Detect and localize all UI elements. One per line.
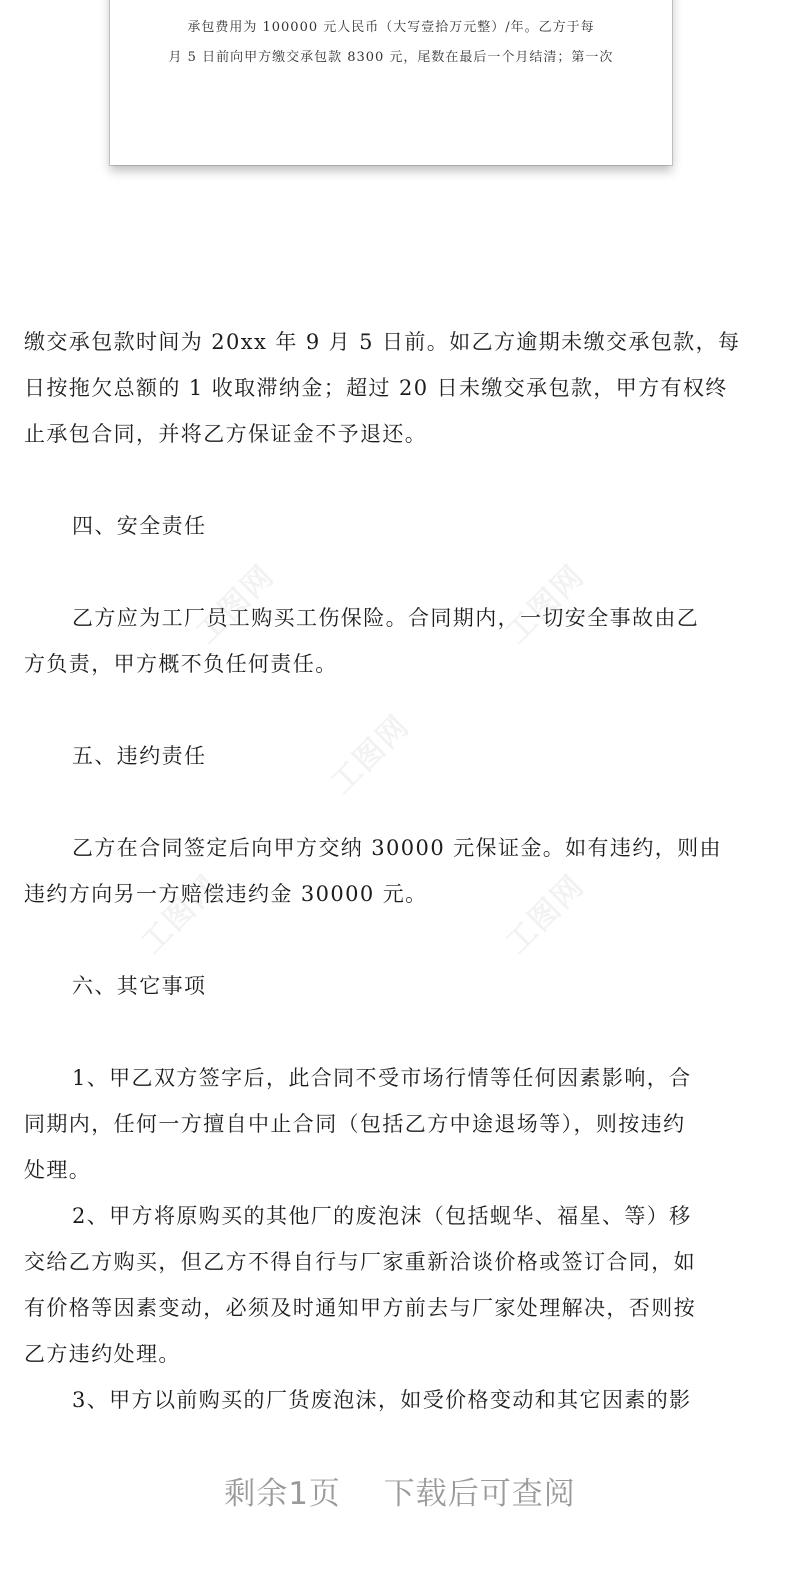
card-line-1: 承包费用为 100000 元人民币（大写壹拾万元整）/年。乙方于每 (187, 20, 595, 35)
paragraph-line: 处理。 (24, 1158, 92, 1182)
preview-page-card (110, 0, 672, 165)
paragraph-line: 日按拖欠总额的 1 收取滞纳金；超过 20 日未缴交承包款，甲方有权终 (24, 376, 728, 400)
paragraph-line: 乙方应为工厂员工购买工伤保险。合同期内，一切安全事故由乙 (72, 606, 700, 630)
paragraph-line: 方负责，甲方概不负任何责任。 (24, 652, 338, 676)
paragraph-line: 乙方在合同签定后向甲方交纳 30000 元保证金。如有违约，则由 (72, 836, 722, 860)
paragraph-line: 有价格等因素变动，必须及时通知甲方前去与厂家处理解决，否则按 (24, 1296, 696, 1320)
download-to-view-link[interactable]: 下载后可查阅 (383, 1476, 576, 1512)
remaining-pages-text: 剩余1页 (224, 1476, 341, 1512)
section-heading-safety: 四、安全责任 (72, 514, 207, 538)
watermark-logo: 工图网 (134, 868, 227, 961)
section-heading-breach: 五、违约责任 (72, 744, 207, 768)
watermark-logo: 工图网 (324, 708, 417, 801)
watermark-logo: 工图网 (189, 558, 282, 651)
paragraph-line: 3、甲方以前购买的厂货废泡沫，如受价格变动和其它因素的影 (72, 1388, 692, 1412)
paragraph-line: 止承包合同，并将乙方保证金不予退还。 (24, 422, 428, 446)
read-more-footer[interactable] (0, 1468, 800, 1513)
paragraph-line: 2、甲方将原购买的其他厂的废泡沫（包括蚬华、福星、等）移 (72, 1204, 692, 1228)
paragraph-line: 1、甲乙双方签字后，此合同不受市场行情等任何因素影响，合 (72, 1066, 692, 1090)
card-line-2: 月 5 日前向甲方缴交承包款 8300 元，尾数在最后一个月结清；第一次 (168, 50, 614, 65)
section-heading-other: 六、其它事项 (72, 974, 207, 998)
paragraph-line: 缴交承包款时间为 20xx 年 9 月 5 日前。如乙方逾期未缴交承包款，每 (24, 330, 741, 354)
paragraph-line: 乙方违约处理。 (24, 1342, 181, 1366)
watermark-logo: 工图网 (499, 558, 592, 651)
paragraph-line: 同期内，任何一方擅自中止合同（包括乙方中途退场等），则按违约 (24, 1112, 686, 1136)
paragraph-line: 违约方向另一方赔偿违约金 30000 元。 (24, 882, 428, 906)
watermark-logo: 工图网 (499, 868, 592, 961)
paragraph-line: 交给乙方购买，但乙方不得自行与厂家重新洽谈价格或签订合同，如 (24, 1250, 696, 1274)
